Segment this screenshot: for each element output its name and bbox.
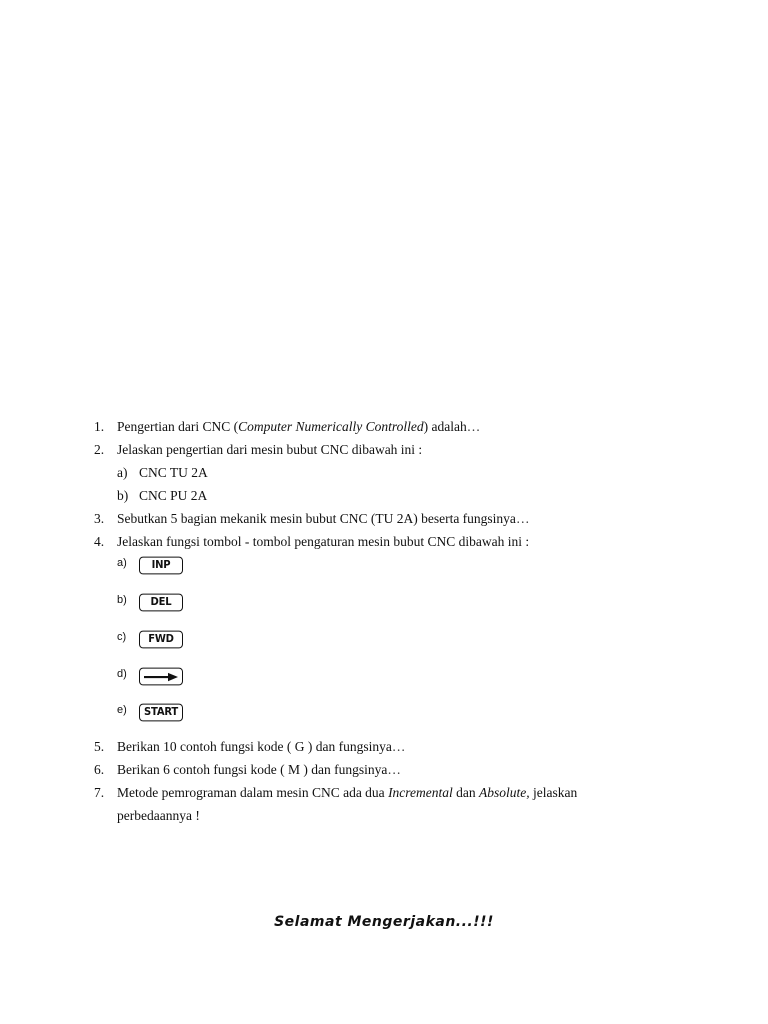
sub-letter: b) — [117, 488, 129, 503]
button-letter: d) — [117, 668, 127, 680]
question-text: Pengertian dari CNC ( — [117, 419, 239, 434]
question-text: Berikan 6 contoh fungsi kode ( M ) dan fungsinya — [117, 762, 388, 777]
sub-text: CNC TU 2A — [139, 465, 208, 480]
closing-message: Selamat Mengerjakan...!!! — [274, 914, 494, 930]
question-text: Metode pemrograman dalam mesin CNC ada dua — [117, 785, 389, 800]
button-letter: c) — [117, 631, 127, 643]
question-italic: Incremental — [388, 785, 453, 800]
question-number: 6. — [94, 762, 105, 777]
fwd-key: FWD — [139, 631, 183, 649]
question-text: Sebutkan 5 bagian mekanik mesin bubut CNC (TU 2A) beserta fungsinya — [117, 511, 516, 526]
right-arrow-icon — [143, 671, 179, 682]
question-text: perbedaannya ! — [117, 808, 200, 823]
del-key: DEL — [139, 594, 183, 612]
sub-letter: a) — [117, 465, 128, 480]
question-number: 5. — [94, 739, 105, 754]
ellipsis: … — [387, 762, 402, 777]
ellipsis: … — [466, 419, 482, 434]
question-text-mid: dan — [452, 785, 480, 800]
question-italic: Absolute, — [479, 785, 530, 800]
ellipsis: … — [391, 739, 407, 754]
question-number: 2. — [94, 442, 105, 457]
question-text: Jelaskan pengertian dari mesin bubut CNC dibawah ini : — [117, 442, 423, 457]
question-number: 3. — [94, 511, 105, 526]
start-key: START — [139, 704, 183, 722]
question-number: 7. — [94, 785, 105, 800]
question-text: Jelaskan fungsi tombol - tombol pengaturan mesin bubut CNC dibawah ini : — [117, 534, 530, 549]
question-number: 4. — [94, 534, 105, 549]
sub-text: CNC PU 2A — [139, 488, 208, 503]
inp-key: INP — [139, 557, 183, 575]
question-number: 1. — [94, 419, 105, 434]
question-italic: Computer Numerically Controlled — [238, 419, 424, 434]
question-text-end: ) adalah — [423, 419, 467, 434]
button-letter: e) — [117, 704, 127, 716]
button-letter: a) — [117, 557, 127, 569]
question-text-end: jelaskan — [529, 785, 578, 800]
ellipsis: … — [515, 511, 531, 526]
question-text: Berikan 10 contoh fungsi kode ( G ) dan fungsinya — [117, 739, 392, 754]
button-letter: b) — [117, 594, 127, 606]
arrow-key — [139, 668, 183, 686]
